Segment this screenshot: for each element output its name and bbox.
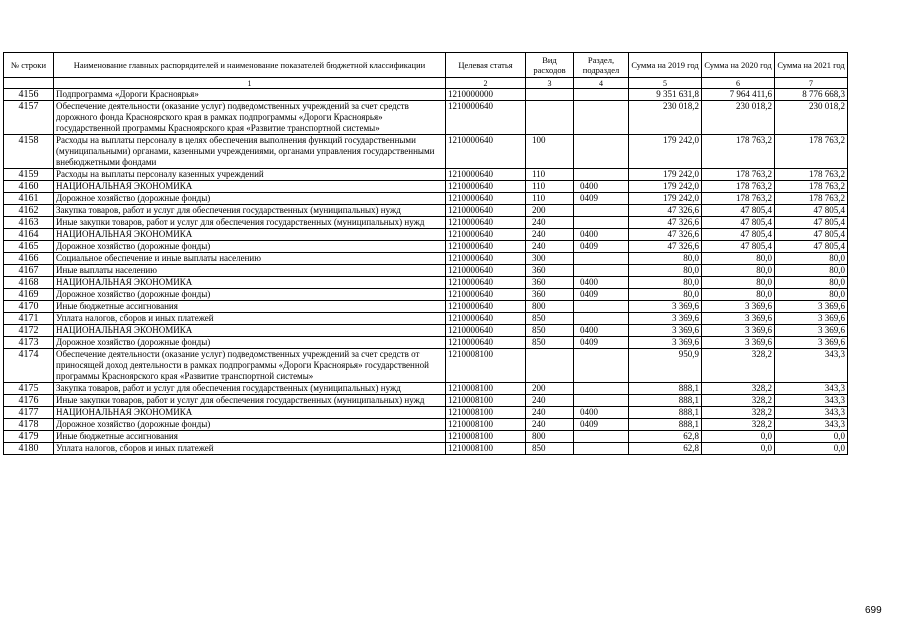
expense-type: 110 — [526, 193, 574, 205]
sum-2021: 47 805,4 — [775, 229, 848, 241]
expense-type: 850 — [526, 325, 574, 337]
section-code: 0400 — [574, 407, 629, 419]
target-article: 1210000640 — [446, 301, 526, 313]
expense-type: 240 — [526, 217, 574, 229]
expense-type: 200 — [526, 383, 574, 395]
sum-2020: 328,2 — [702, 395, 775, 407]
sum-2021: 343,3 — [775, 419, 848, 431]
sum-2020: 47 805,4 — [702, 205, 775, 217]
target-article: 1210000640 — [446, 217, 526, 229]
row-name: Расходы на выплаты персоналу в целях обеспечения выполнения функций государственными (муниципальными) органами, казенными учреждениями, органами управления государственными внебюджетными фондами — [54, 135, 446, 169]
header-type: Вид расходов — [526, 53, 574, 78]
target-article: 1210000640 — [446, 181, 526, 193]
section-code — [574, 301, 629, 313]
row-number: 4158 — [4, 135, 54, 169]
sum-2020: 80,0 — [702, 277, 775, 289]
sum-2020: 80,0 — [702, 265, 775, 277]
header-no: № строки — [4, 53, 54, 78]
sum-2019: 230 018,2 — [629, 101, 702, 135]
expense-type: 240 — [526, 395, 574, 407]
expense-type — [526, 89, 574, 101]
sum-2020: 3 369,6 — [702, 313, 775, 325]
section-code — [574, 265, 629, 277]
section-code: 0400 — [574, 229, 629, 241]
table-row — [4, 241, 848, 253]
row-name: Обеспечение деятельности (оказание услуг) подведомственных учреждений за счет средств от приносящей доход деятельности в рамках подпрограммы «Дороги Красноярья» государственной программы Красноярского края «Развитие транспортной системы» — [54, 349, 446, 383]
target-article: 1210000640 — [446, 169, 526, 181]
expense-type: 240 — [526, 407, 574, 419]
expense-type — [526, 101, 574, 135]
sum-2019: 47 326,6 — [629, 229, 702, 241]
row-name: Расходы на выплаты персоналу казенных учреждений — [54, 169, 446, 181]
sum-2021: 3 369,6 — [775, 325, 848, 337]
sum-2021: 0,0 — [775, 431, 848, 443]
table-body — [4, 89, 848, 455]
target-article: 1210008100 — [446, 431, 526, 443]
section-code: 0409 — [574, 419, 629, 431]
target-article: 1210000640 — [446, 313, 526, 325]
table-row — [4, 325, 848, 337]
row-name: НАЦИОНАЛЬНАЯ ЭКОНОМИКА — [54, 325, 446, 337]
row-number: 4173 — [4, 337, 54, 349]
row-number: 4179 — [4, 431, 54, 443]
section-code — [574, 217, 629, 229]
column-index-cell: 6 — [702, 78, 775, 89]
section-code — [574, 89, 629, 101]
table-row — [4, 431, 848, 443]
column-index-cell: 5 — [629, 78, 702, 89]
row-name: Уплата налогов, сборов и иных платежей — [54, 443, 446, 455]
expense-type: 100 — [526, 135, 574, 169]
target-article: 1210008100 — [446, 395, 526, 407]
row-number: 4164 — [4, 229, 54, 241]
row-name: Дорожное хозяйство (дорожные фонды) — [54, 419, 446, 431]
table-row — [4, 253, 848, 265]
row-name: Дорожное хозяйство (дорожные фонды) — [54, 337, 446, 349]
row-name: Дорожное хозяйство (дорожные фонды) — [54, 193, 446, 205]
row-name: Закупка товаров, работ и услуг для обеспечения государственных (муниципальных) нужд — [54, 205, 446, 217]
target-article: 1210000640 — [446, 135, 526, 169]
sum-2019: 3 369,6 — [629, 313, 702, 325]
row-number: 4161 — [4, 193, 54, 205]
expense-type: 110 — [526, 169, 574, 181]
section-code: 0409 — [574, 193, 629, 205]
target-article: 1210000640 — [446, 289, 526, 301]
sum-2021: 47 805,4 — [775, 217, 848, 229]
section-code — [574, 101, 629, 135]
row-number: 4177 — [4, 407, 54, 419]
column-index-cell: 7 — [775, 78, 848, 89]
sum-2020: 178 763,2 — [702, 135, 775, 169]
sum-2019: 47 326,6 — [629, 217, 702, 229]
section-code: 0409 — [574, 241, 629, 253]
expense-type: 300 — [526, 253, 574, 265]
sum-2019: 80,0 — [629, 289, 702, 301]
sum-2019: 888,1 — [629, 395, 702, 407]
expense-type: 360 — [526, 265, 574, 277]
table-row — [4, 419, 848, 431]
row-name: НАЦИОНАЛЬНАЯ ЭКОНОМИКА — [54, 229, 446, 241]
row-number: 4168 — [4, 277, 54, 289]
row-number: 4167 — [4, 265, 54, 277]
row-name: НАЦИОНАЛЬНАЯ ЭКОНОМИКА — [54, 407, 446, 419]
sum-2021: 3 369,6 — [775, 313, 848, 325]
column-index-cell: 1 — [54, 78, 446, 89]
budget-table — [3, 52, 848, 455]
section-code — [574, 349, 629, 383]
row-number: 4171 — [4, 313, 54, 325]
expense-type: 240 — [526, 419, 574, 431]
row-number: 4169 — [4, 289, 54, 301]
sum-2020: 47 805,4 — [702, 229, 775, 241]
expense-type: 240 — [526, 241, 574, 253]
header-section: Раздел, подраздел — [574, 53, 629, 78]
target-article: 1210008100 — [446, 407, 526, 419]
sum-2019: 62,8 — [629, 443, 702, 455]
sum-2019: 179 242,0 — [629, 135, 702, 169]
sum-2020: 47 805,4 — [702, 217, 775, 229]
sum-2021: 178 763,2 — [775, 193, 848, 205]
sum-2020: 178 763,2 — [702, 193, 775, 205]
target-article: 1210000640 — [446, 277, 526, 289]
section-code — [574, 205, 629, 217]
section-code: 0400 — [574, 181, 629, 193]
target-article: 1210000640 — [446, 205, 526, 217]
sum-2021: 3 369,6 — [775, 301, 848, 313]
table-row — [4, 289, 848, 301]
sum-2020: 178 763,2 — [702, 169, 775, 181]
header-name: Наименование главных распорядителей и наименование показателей бюджетной классификации — [54, 53, 446, 78]
table-row — [4, 407, 848, 419]
expense-type — [526, 349, 574, 383]
sum-2021: 343,3 — [775, 407, 848, 419]
sum-2019: 62,8 — [629, 431, 702, 443]
expense-type: 850 — [526, 443, 574, 455]
section-code: 0409 — [574, 289, 629, 301]
table-row — [4, 313, 848, 325]
sum-2020: 3 369,6 — [702, 325, 775, 337]
section-code — [574, 253, 629, 265]
sum-2020: 47 805,4 — [702, 241, 775, 253]
target-article: 1210000640 — [446, 337, 526, 349]
sum-2019: 179 242,0 — [629, 181, 702, 193]
table-row — [4, 89, 848, 101]
column-index-cell: 4 — [574, 78, 629, 89]
column-index-cell: 3 — [526, 78, 574, 89]
row-number: 4176 — [4, 395, 54, 407]
sum-2021: 47 805,4 — [775, 205, 848, 217]
table-row — [4, 229, 848, 241]
sum-2020: 328,2 — [702, 383, 775, 395]
target-article: 1210000640 — [446, 241, 526, 253]
sum-2019: 179 242,0 — [629, 193, 702, 205]
target-article: 1210000000 — [446, 89, 526, 101]
section-code: 0400 — [574, 325, 629, 337]
section-code — [574, 313, 629, 325]
expense-type: 360 — [526, 277, 574, 289]
sum-2019: 950,9 — [629, 349, 702, 383]
expense-type: 240 — [526, 229, 574, 241]
sum-2020: 0,0 — [702, 431, 775, 443]
sum-2019: 3 369,6 — [629, 301, 702, 313]
row-name: НАЦИОНАЛЬНАЯ ЭКОНОМИКА — [54, 277, 446, 289]
sum-2020: 328,2 — [702, 349, 775, 383]
target-article: 1210000640 — [446, 325, 526, 337]
target-article: 1210008100 — [446, 443, 526, 455]
target-article: 1210008100 — [446, 349, 526, 383]
section-code: 0409 — [574, 337, 629, 349]
expense-type: 110 — [526, 181, 574, 193]
row-number: 4180 — [4, 443, 54, 455]
sum-2019: 47 326,6 — [629, 241, 702, 253]
table-row — [4, 193, 848, 205]
section-code — [574, 395, 629, 407]
row-name: Иные бюджетные ассигнования — [54, 301, 446, 313]
row-name: Иные бюджетные ассигнования — [54, 431, 446, 443]
row-name: Дорожное хозяйство (дорожные фонды) — [54, 289, 446, 301]
table-row — [4, 217, 848, 229]
row-name: Закупка товаров, работ и услуг для обеспечения государственных (муниципальных) нужд — [54, 383, 446, 395]
column-index-row — [4, 78, 848, 89]
sum-2021: 80,0 — [775, 289, 848, 301]
sum-2021: 343,3 — [775, 395, 848, 407]
target-article: 1210000640 — [446, 229, 526, 241]
row-name: НАЦИОНАЛЬНАЯ ЭКОНОМИКА — [54, 181, 446, 193]
row-name: Подпрограмма «Дороги Красноярья» — [54, 89, 446, 101]
sum-2020: 328,2 — [702, 419, 775, 431]
sum-2021: 80,0 — [775, 265, 848, 277]
sum-2021: 230 018,2 — [775, 101, 848, 135]
target-article: 1210008100 — [446, 383, 526, 395]
row-name: Иные закупки товаров, работ и услуг для обеспечения государственных (муниципальных) нужд — [54, 217, 446, 229]
sum-2020: 230 018,2 — [702, 101, 775, 135]
sum-2019: 80,0 — [629, 277, 702, 289]
row-name: Дорожное хозяйство (дорожные фонды) — [54, 241, 446, 253]
row-number: 4160 — [4, 181, 54, 193]
sum-2019: 888,1 — [629, 419, 702, 431]
column-index-cell — [4, 78, 54, 89]
sum-2020: 178 763,2 — [702, 181, 775, 193]
sum-2019: 3 369,6 — [629, 325, 702, 337]
sum-2021: 8 776 668,3 — [775, 89, 848, 101]
section-code — [574, 383, 629, 395]
table-row — [4, 443, 848, 455]
sum-2020: 0,0 — [702, 443, 775, 455]
table-header — [4, 53, 848, 89]
sum-2019: 888,1 — [629, 383, 702, 395]
row-name: Иные выплаты населению — [54, 265, 446, 277]
target-article: 1210000640 — [446, 265, 526, 277]
table-row — [4, 301, 848, 313]
section-code — [574, 443, 629, 455]
sum-2019: 179 242,0 — [629, 169, 702, 181]
row-number: 4162 — [4, 205, 54, 217]
expense-type: 200 — [526, 205, 574, 217]
row-number: 4159 — [4, 169, 54, 181]
header-sum-2020: Сумма на 2020 год — [702, 53, 775, 78]
table-row — [4, 383, 848, 395]
header-target: Целевая статья — [446, 53, 526, 78]
header-sum-2021: Сумма на 2021 год — [775, 53, 848, 78]
sum-2021: 343,3 — [775, 383, 848, 395]
table-row — [4, 277, 848, 289]
sum-2021: 0,0 — [775, 443, 848, 455]
expense-type: 360 — [526, 289, 574, 301]
section-code — [574, 431, 629, 443]
row-name: Социальное обеспечение и иные выплаты населению — [54, 253, 446, 265]
sum-2019: 3 369,6 — [629, 337, 702, 349]
row-number: 4170 — [4, 301, 54, 313]
row-name: Уплата налогов, сборов и иных платежей — [54, 313, 446, 325]
row-name: Обеспечение деятельности (оказание услуг) подведомственных учреждений за счет средств дорожного фонда Красноярского края в рамках подпрограммы «Дороги Красноярья» государственной программы Красноярского края «Развитие транспортной системы» — [54, 101, 446, 135]
sum-2020: 80,0 — [702, 253, 775, 265]
table-row — [4, 349, 848, 383]
target-article: 1210008100 — [446, 419, 526, 431]
section-code — [574, 169, 629, 181]
sum-2021: 80,0 — [775, 253, 848, 265]
expense-type: 800 — [526, 431, 574, 443]
expense-type: 850 — [526, 337, 574, 349]
sum-2019: 80,0 — [629, 253, 702, 265]
table-row — [4, 101, 848, 135]
sum-2020: 7 964 411,6 — [702, 89, 775, 101]
header-sum-2019: Сумма на 2019 год — [629, 53, 702, 78]
expense-type: 800 — [526, 301, 574, 313]
sum-2019: 47 326,6 — [629, 205, 702, 217]
row-number: 4165 — [4, 241, 54, 253]
sum-2019: 80,0 — [629, 265, 702, 277]
row-number: 4172 — [4, 325, 54, 337]
sum-2021: 3 369,6 — [775, 337, 848, 349]
target-article: 1210000640 — [446, 193, 526, 205]
sum-2021: 80,0 — [775, 277, 848, 289]
row-number: 4157 — [4, 101, 54, 135]
section-code — [574, 135, 629, 169]
row-number: 4156 — [4, 89, 54, 101]
row-number: 4178 — [4, 419, 54, 431]
table-row — [4, 205, 848, 217]
sum-2021: 178 763,2 — [775, 135, 848, 169]
sum-2021: 343,3 — [775, 349, 848, 383]
sum-2019: 9 351 631,8 — [629, 89, 702, 101]
sum-2019: 888,1 — [629, 407, 702, 419]
sum-2021: 178 763,2 — [775, 169, 848, 181]
expense-type: 850 — [526, 313, 574, 325]
row-name: Иные закупки товаров, работ и услуг для обеспечения государственных (муниципальных) нужд — [54, 395, 446, 407]
row-number: 4166 — [4, 253, 54, 265]
table-row — [4, 135, 848, 169]
page-number: 699 — [865, 605, 882, 616]
sum-2020: 80,0 — [702, 289, 775, 301]
sum-2020: 3 369,6 — [702, 337, 775, 349]
table-row — [4, 169, 848, 181]
table-row — [4, 265, 848, 277]
sum-2021: 47 805,4 — [775, 241, 848, 253]
sum-2020: 328,2 — [702, 407, 775, 419]
section-code: 0400 — [574, 277, 629, 289]
table-row — [4, 181, 848, 193]
row-number: 4174 — [4, 349, 54, 383]
column-index-cell: 2 — [446, 78, 526, 89]
table-row — [4, 395, 848, 407]
row-number: 4175 — [4, 383, 54, 395]
row-number: 4163 — [4, 217, 54, 229]
sum-2021: 178 763,2 — [775, 181, 848, 193]
table-row — [4, 337, 848, 349]
target-article: 1210000640 — [446, 253, 526, 265]
target-article: 1210000640 — [446, 101, 526, 135]
sum-2020: 3 369,6 — [702, 301, 775, 313]
